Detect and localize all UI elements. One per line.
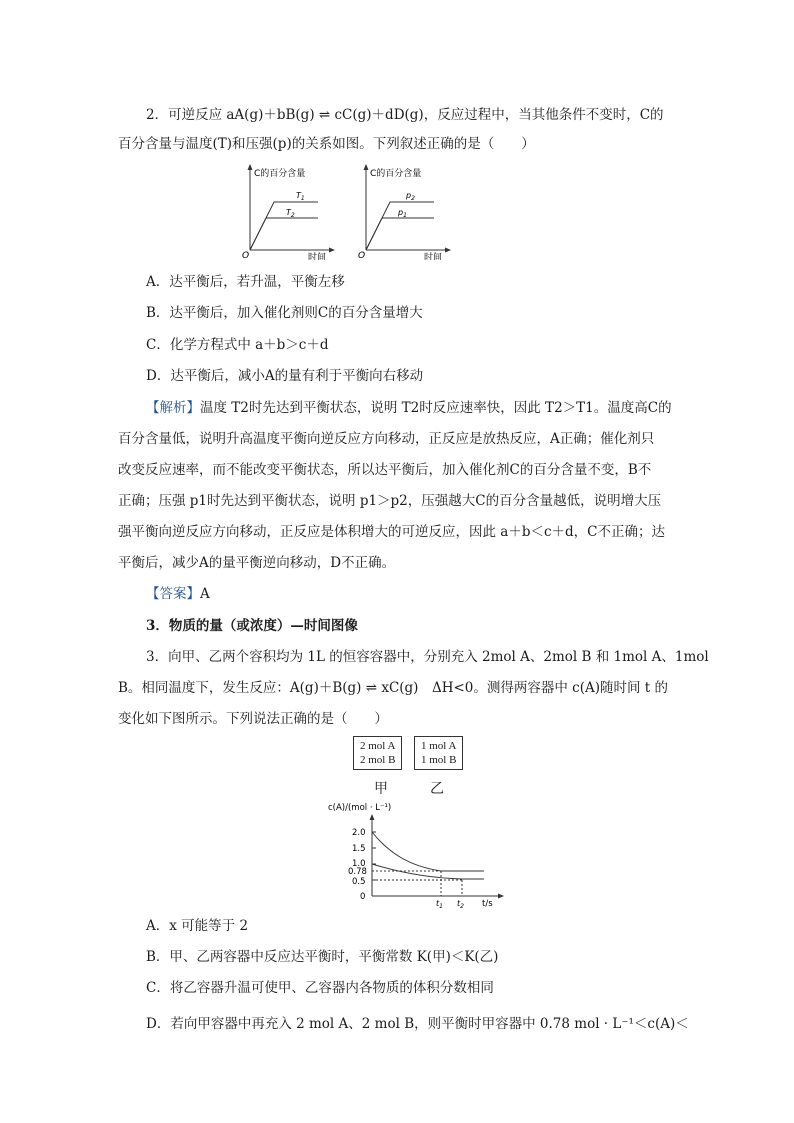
container-jia-box: 2 mol A 2 mol B (353, 736, 402, 770)
graph3-ylabel: c(A)/(mol · L⁻¹) (328, 803, 392, 813)
graph-temperature (236, 160, 336, 264)
graph-concentration-time (328, 800, 508, 914)
xtick-t2: $t_2$ (457, 899, 464, 910)
analysis-tag: 【解析】 (146, 400, 200, 416)
q2-option-b: B．达平衡后，加入催化剂则C的百分含量增大 (146, 305, 423, 321)
q2-stem-line2: 百分含量与温度(T)和压强(p)的关系如图。下列叙述正确的是（ ） (118, 136, 535, 152)
graph1-curve-lower: $T_2$ (286, 208, 295, 219)
ytick-0.5: 0.5 (352, 877, 366, 887)
graph2-origin: O (358, 251, 366, 260)
curve-jia (372, 832, 484, 871)
answer-tag: 【答案】 (146, 586, 200, 602)
answer-value: A (200, 586, 210, 602)
graph2-curve-upper: $p_2$ (406, 191, 415, 202)
graph-pressure (352, 160, 452, 264)
container-yi-box: 1 mol A 1 mol B (414, 736, 463, 770)
q3-stem-line1: 3．向甲、乙两个容积均为 1L 的恒容容器中，分别充入 2mol A、2mol B 和 1mol A、1mol (146, 649, 709, 665)
q3-option-c: C．将乙容器升温可使甲、乙容器内各物质的体积分数相同 (146, 980, 494, 996)
graph2-curve-lower: $p_1$ (398, 208, 407, 219)
graph2-ylabel: C的百分含量 (370, 169, 422, 179)
container-jia-label: 甲 (374, 781, 388, 797)
answer-line (146, 582, 210, 602)
graph1-xlabel: 时间 (308, 253, 327, 260)
q3-stem-line2: B。相同温度下，发生反应：A(g)＋B(g) ⇌ xC(g) ΔH<0。测得两容器中 c(A)随时间 t 的 (118, 680, 669, 696)
q3-stem-line3: 变化如下图所示。下列说法正确的是（ ） (118, 711, 388, 727)
q3-option-b: B．甲、乙两容器中反应达平衡时，平衡常数 K(甲)＜K(乙) (146, 949, 499, 965)
xtick-t1: $t_1$ (436, 899, 443, 910)
q2-option-d: D．达平衡后，减小A的量有利于平衡向右移动 (146, 368, 424, 384)
container-yi-label: 乙 (430, 781, 444, 797)
ytick-0.78: 0.78 (348, 867, 367, 877)
analysis-line-6: 平衡后，减少A的量平衡逆向移动，D不正确。 (118, 555, 396, 571)
ytick-1.5: 1.5 (352, 844, 366, 854)
q2-option-c: C．化学方程式中 a＋b＞c＋d (146, 337, 329, 353)
analysis-line-4: 正确；压强 p1时先达到平衡状态，说明 p1＞p2，压强越大C的百分含量越低，说明增大压 (118, 493, 662, 509)
q2-stem-line1: 2．可逆反应 aA(g)＋bB(g) ⇌ cC(g)＋dD(g)，反应过程中，当其他条件不变时，C的 (146, 107, 664, 123)
ytick-2.0: 2.0 (352, 828, 366, 838)
ytick-0: 0 (360, 892, 366, 902)
graph2-xlabel: 时间 (424, 253, 443, 260)
graph3-xlabel: t/s (482, 899, 493, 909)
analysis-line-1: 【解析】温度 T2时先达到平衡状态，说明 T2时反应速率快，因此 T2＞T1。温度高C的 (146, 400, 672, 416)
graph1-origin: O (242, 251, 250, 260)
analysis-line-3: 改变反应速率，而不能改变平衡状态，所以达平衡后，加入催化剂C的百分含量不变，B不 (118, 462, 652, 478)
graph1-ylabel: C的百分含量 (254, 169, 306, 179)
ytick-1.0: 1.0 (352, 859, 366, 869)
q3-option-a: A．x 可能等于 2 (146, 918, 249, 934)
analysis-line-2: 百分含量低，说明升高温度平衡向逆反应方向移动，正反应是放热反应，A正确；催化剂只 (118, 431, 655, 447)
q3-option-d: D．若向甲容器中再充入 2 mol A、2 mol B，则平衡时甲容器中 0.78 mol · L⁻¹＜c(A)＜ (146, 1016, 689, 1032)
q2-option-a: A．达平衡后，若升温，平衡左移 (146, 274, 345, 290)
analysis-line-5: 强平衡向逆反应方向移动，正反应是体积增大的可逆反应，因此 a＋b＜c＋d，C不正确；达 (118, 524, 666, 540)
section3-title: 3．物质的量（或浓度）—时间图像 (146, 618, 358, 634)
graph1-curve-upper: $T_1$ (296, 191, 305, 202)
